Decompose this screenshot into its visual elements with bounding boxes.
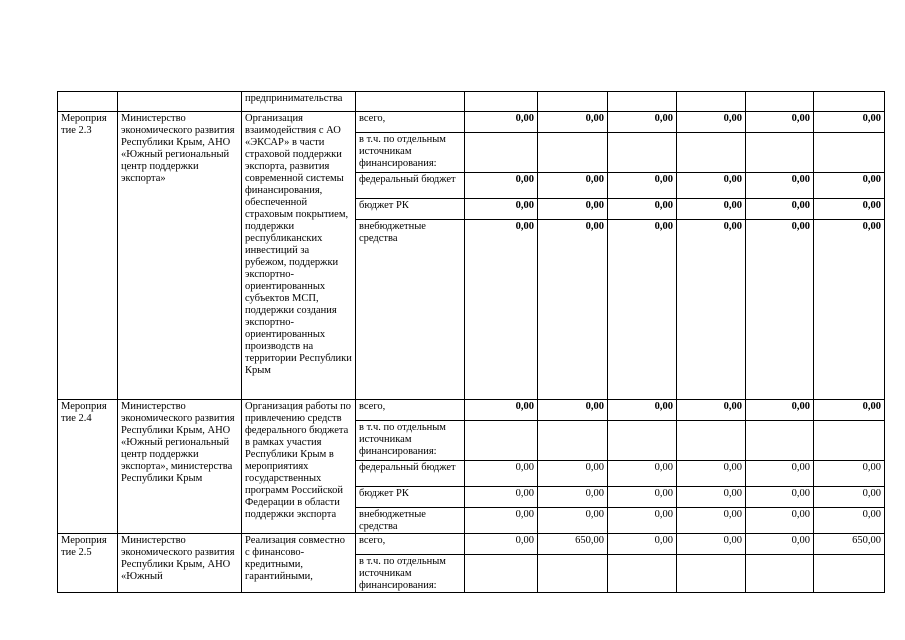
amount-cell: 0,00 — [538, 461, 608, 487]
amount-cell: 0,00 — [608, 400, 677, 421]
amount-cell: 0,00 — [465, 400, 538, 421]
amount-cell: 0,00 — [746, 173, 814, 199]
financing-row — [58, 534, 885, 555]
financing-source: внебюджетные средства — [356, 220, 465, 400]
amount-cell: 0,00 — [465, 534, 538, 555]
amount-cell: 0,00 — [677, 461, 746, 487]
amount-cell — [746, 421, 814, 461]
amount-cell: 0,00 — [465, 199, 538, 220]
value-cell — [538, 92, 608, 112]
code-cell — [58, 92, 118, 112]
amount-cell: 0,00 — [608, 487, 677, 508]
amount-cell: 0,00 — [465, 112, 538, 133]
amount-cell: 0,00 — [814, 112, 885, 133]
amount-cell: 0,00 — [608, 220, 677, 400]
amount-cell — [746, 133, 814, 173]
value-cell — [465, 92, 538, 112]
amount-cell: 0,00 — [465, 461, 538, 487]
amount-cell — [814, 555, 885, 593]
description-cell: предпринимательства — [242, 92, 356, 112]
financing-source: федеральный бюджет — [356, 461, 465, 487]
event-executor: Министерство экономического развития Республики Крым, АНО «Южный региональный центр поддержки экспорта», министерства Республики Крым — [118, 400, 242, 534]
event-description: Организация работы по привлечению средств федерального бюджета в рамках участия Республики Крым в мероприятиях государственных программ Российской Федерации в области поддержки экспорта — [242, 400, 356, 534]
amount-cell: 0,00 — [677, 112, 746, 133]
value-cell — [814, 92, 885, 112]
amount-cell — [677, 555, 746, 593]
financing-source: в т.ч. по отдельным источникам финансирования: — [356, 421, 465, 461]
amount-cell — [538, 555, 608, 593]
amount-cell — [465, 555, 538, 593]
amount-cell: 0,00 — [814, 400, 885, 421]
amount-cell: 0,00 — [814, 487, 885, 508]
amount-cell — [538, 133, 608, 173]
continuation-row — [58, 92, 885, 112]
executor-cell — [118, 92, 242, 112]
amount-cell: 0,00 — [538, 400, 608, 421]
amount-cell: 0,00 — [538, 508, 608, 534]
amount-cell: 650,00 — [538, 534, 608, 555]
amount-cell: 0,00 — [677, 508, 746, 534]
amount-cell — [465, 133, 538, 173]
financing-source: в т.ч. по отдельным источникам финансирования: — [356, 555, 465, 593]
event-code: Мероприя тие 2.5 — [58, 534, 118, 593]
event-description: Организация взаимодействия с АО «ЭКСАР» в части страховой поддержки экспорта, развития современной системы финансирования, обеспеченной страховым покрытием, поддержки республиканских инвестиций за рубежом, поддержки экспортно-ориентированных субъектов МСП, поддержки создания экспортно-ориентированных производств на территории Республики Крым — [242, 112, 356, 400]
amount-cell: 0,00 — [608, 534, 677, 555]
amount-cell: 0,00 — [677, 400, 746, 421]
amount-cell: 0,00 — [814, 508, 885, 534]
financing-source: всего, — [356, 534, 465, 555]
amount-cell: 0,00 — [814, 173, 885, 199]
amount-cell: 0,00 — [538, 173, 608, 199]
amount-cell: 0,00 — [677, 173, 746, 199]
event-description: Реализация совместно с финансово-кредитными, гарантийными, — [242, 534, 356, 593]
financing-row — [58, 112, 885, 133]
amount-cell: 0,00 — [746, 461, 814, 487]
event-code: Мероприя тие 2.3 — [58, 112, 118, 400]
amount-cell: 0,00 — [608, 461, 677, 487]
financing-source: всего, — [356, 400, 465, 421]
financing-source: бюджет РК — [356, 199, 465, 220]
event-executor: Министерство экономического развития Республики Крым, АНО «Южный — [118, 534, 242, 593]
amount-cell: 0,00 — [677, 199, 746, 220]
financing-source: бюджет РК — [356, 487, 465, 508]
amount-cell — [538, 421, 608, 461]
amount-cell — [608, 555, 677, 593]
financing-source: внебюджетные средства — [356, 508, 465, 534]
financing-source: в т.ч. по отдельным источникам финансирования: — [356, 133, 465, 173]
amount-cell: 0,00 — [746, 220, 814, 400]
budget-table — [57, 91, 885, 593]
amount-cell: 0,00 — [814, 199, 885, 220]
value-cell — [746, 92, 814, 112]
amount-cell: 0,00 — [814, 461, 885, 487]
amount-cell: 0,00 — [465, 487, 538, 508]
amount-cell: 0,00 — [608, 508, 677, 534]
amount-cell: 0,00 — [746, 534, 814, 555]
amount-cell: 0,00 — [677, 534, 746, 555]
event-code: Мероприя тие 2.4 — [58, 400, 118, 534]
amount-cell — [746, 555, 814, 593]
amount-cell: 0,00 — [538, 487, 608, 508]
amount-cell: 0,00 — [608, 112, 677, 133]
amount-cell: 0,00 — [746, 487, 814, 508]
amount-cell — [814, 133, 885, 173]
financing-source: федеральный бюджет — [356, 173, 465, 199]
amount-cell: 0,00 — [538, 220, 608, 400]
source-cell — [356, 92, 465, 112]
financing-source: всего, — [356, 112, 465, 133]
amount-cell — [677, 133, 746, 173]
value-cell — [677, 92, 746, 112]
financing-row — [58, 400, 885, 421]
amount-cell: 0,00 — [814, 220, 885, 400]
amount-cell: 0,00 — [746, 508, 814, 534]
value-cell — [608, 92, 677, 112]
amount-cell: 650,00 — [814, 534, 885, 555]
amount-cell: 0,00 — [465, 508, 538, 534]
amount-cell: 0,00 — [538, 112, 608, 133]
amount-cell — [608, 133, 677, 173]
amount-cell: 0,00 — [677, 220, 746, 400]
amount-cell: 0,00 — [746, 199, 814, 220]
amount-cell: 0,00 — [465, 173, 538, 199]
amount-cell: 0,00 — [538, 199, 608, 220]
amount-cell: 0,00 — [746, 112, 814, 133]
amount-cell — [465, 421, 538, 461]
amount-cell — [814, 421, 885, 461]
amount-cell: 0,00 — [608, 199, 677, 220]
amount-cell: 0,00 — [746, 400, 814, 421]
amount-cell: 0,00 — [677, 487, 746, 508]
amount-cell — [608, 421, 677, 461]
event-executor: Министерство экономического развития Республики Крым, АНО «Южный региональный центр поддержки экспорта» — [118, 112, 242, 400]
amount-cell: 0,00 — [608, 173, 677, 199]
amount-cell: 0,00 — [465, 220, 538, 400]
amount-cell — [677, 421, 746, 461]
